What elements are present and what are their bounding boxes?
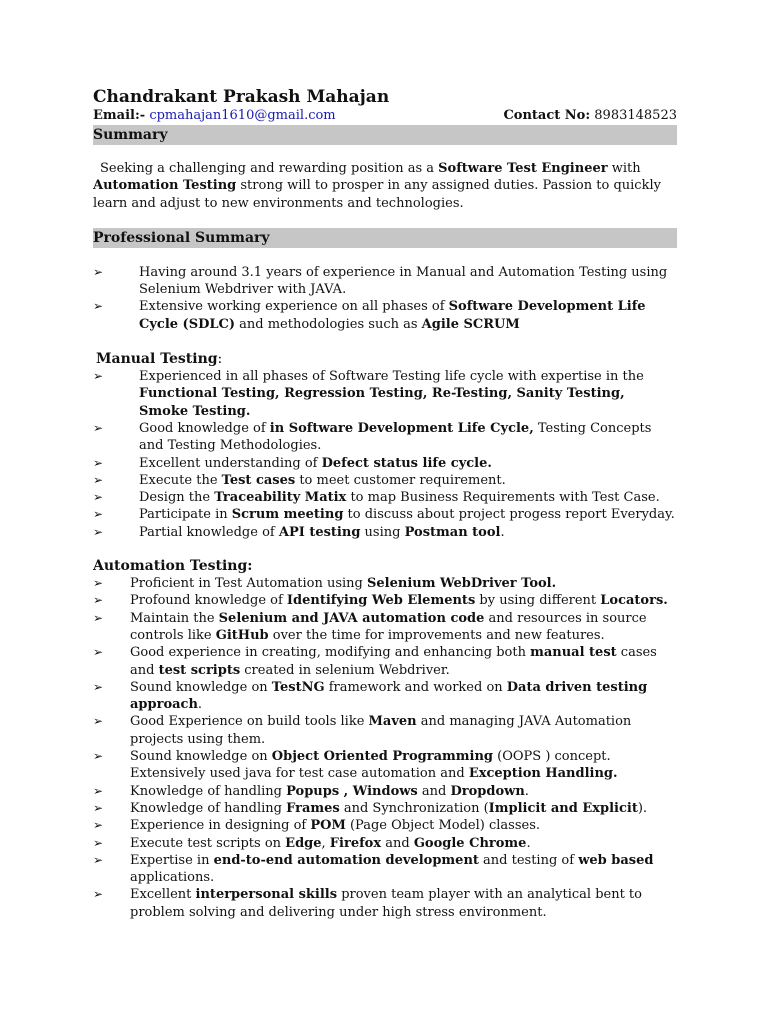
- arrow-bullet-icon: ➢: [93, 264, 104, 279]
- summary-heading: Summary: [93, 125, 677, 145]
- item-text: to discuss about project progess report Everyday.: [343, 507, 675, 523]
- list-item: [93, 264, 677, 299]
- item-bold: Defect status life cycle.: [321, 455, 492, 471]
- list-item: [93, 592, 677, 609]
- item-text: Testing Concepts and Testing Methodologies.: [139, 420, 652, 454]
- item-bold: Firefox: [329, 835, 382, 851]
- item-bold: Selenium and JAVA automation code: [218, 610, 485, 626]
- item-bold: Scrum meeting: [231, 507, 344, 523]
- summary-role: Software Test Engineer: [438, 161, 608, 176]
- item-text: .: [524, 783, 529, 799]
- item-text: using: [360, 524, 405, 540]
- candidate-name: Chandrakant Prakash Mahajan: [93, 87, 390, 107]
- list-item: [93, 679, 677, 714]
- arrow-bullet-icon: ➢: [93, 369, 104, 384]
- list-item: [93, 489, 677, 506]
- item-bold: Maven: [368, 714, 417, 730]
- item-text: Profound knowledge of: [130, 593, 287, 609]
- item-bold: Functional Testing, Regression Testing, Re-Testing, Sanity Testing, Smoke Testing.: [139, 386, 625, 419]
- item-text: proven team player with an analytical bent to problem solving and delivering under high stress environment.: [130, 887, 642, 920]
- item-text: Sound knowledge on: [130, 679, 272, 695]
- email-label: Email:-: [93, 108, 146, 123]
- item-text: Design the: [139, 490, 215, 506]
- contact-number: 8983148523: [594, 108, 677, 123]
- email-link[interactable]: cpmahajan1610@gmail.com: [149, 108, 336, 123]
- item-bold: Popups , Windows: [286, 783, 418, 799]
- list-item: [93, 368, 677, 420]
- manual-testing-colon: :: [217, 351, 223, 368]
- item-text: Proficient in Test Automation using: [130, 576, 367, 592]
- item-text: Good experience in creating, modifying and enhancing both: [130, 645, 531, 661]
- item-bold: Implicit and Explicit: [488, 800, 638, 816]
- arrow-bullet-icon: ➢: [93, 490, 104, 505]
- item-text: Knowledge of handling: [130, 800, 287, 816]
- item-bold: Data driven testing approach: [130, 679, 648, 713]
- item-text: Good knowledge of: [139, 420, 270, 436]
- list-item: [93, 886, 677, 921]
- item-bold: Agile SCRUM: [421, 316, 520, 332]
- item-bold: Selenium WebDriver Tool.: [367, 576, 557, 592]
- item-text: Participate in: [139, 507, 232, 523]
- item-text: ).: [637, 800, 648, 816]
- item-text: Expertise in: [130, 852, 214, 868]
- arrow-bullet-icon: ➢: [93, 507, 104, 522]
- resume-page: [93, 86, 677, 921]
- arrow-bullet-icon: ➢: [93, 818, 104, 833]
- list-item: [93, 835, 677, 852]
- arrow-bullet-icon: ➢: [93, 887, 104, 902]
- item-text: Execute the: [139, 472, 222, 488]
- item-text: .: [197, 697, 203, 713]
- item-text: .: [526, 835, 531, 851]
- item-text: to map Business Requirements with Test Case.: [346, 490, 660, 506]
- summary-text-part: with: [607, 161, 641, 176]
- item-bold: GitHub: [215, 627, 269, 643]
- automation-testing-list: [93, 575, 677, 921]
- item-text: and Synchronization (: [339, 800, 489, 816]
- item-bold: API testing: [278, 524, 361, 540]
- contact-line: [503, 108, 677, 124]
- list-item: [93, 575, 677, 592]
- summary-text-part: strong will to prosper in any assigned duties. Passion to quickly learn and adjust to new environments and technologies.: [93, 178, 661, 211]
- arrow-bullet-icon: ➢: [93, 783, 104, 798]
- email-line: [93, 108, 336, 124]
- list-item: [93, 455, 677, 472]
- item-bold: Object Oriented Programming: [271, 749, 494, 765]
- manual-testing-list: [93, 368, 677, 541]
- item-text: Knowledge of handling: [130, 783, 287, 799]
- list-item: [93, 852, 677, 887]
- arrow-bullet-icon: ➢: [93, 610, 104, 625]
- list-item: [93, 817, 677, 834]
- item-text: applications.: [130, 870, 215, 886]
- contact-row: [93, 108, 677, 124]
- item-bold: web based: [578, 852, 654, 868]
- item-text: Extensive working experience on all phases of: [139, 299, 449, 315]
- item-bold: Postman tool: [404, 524, 501, 540]
- arrow-bullet-icon: ➢: [93, 524, 104, 539]
- list-item: [93, 748, 677, 783]
- arrow-bullet-icon: ➢: [93, 835, 104, 850]
- manual-testing-title: Manual Testing: [96, 351, 218, 368]
- item-bold: Traceability Matix: [214, 490, 347, 506]
- item-text: .: [500, 524, 505, 540]
- item-bold: in Software Development Life Cycle,: [269, 420, 534, 436]
- item-text: and resources in source controls like: [130, 610, 647, 643]
- list-item: [93, 472, 677, 489]
- arrow-bullet-icon: ➢: [93, 645, 104, 660]
- item-bold: TestNG: [271, 679, 325, 695]
- item-text: framework and worked on: [324, 679, 507, 695]
- item-bold: Locators.: [600, 593, 668, 609]
- list-item: [93, 298, 677, 333]
- item-bold: end-to-end automation development: [213, 852, 479, 868]
- item-text: (Page Object Model) classes.: [345, 818, 540, 834]
- item-bold: test scripts: [158, 662, 241, 678]
- arrow-bullet-icon: ➢: [93, 576, 104, 591]
- item-text: over the time for improvements and new features.: [268, 627, 605, 643]
- item-bold: Edge: [285, 835, 322, 851]
- item-text: (OOPS ) concept. Extensively used java for test case automation and: [130, 749, 611, 782]
- item-text: to meet customer requirement.: [295, 472, 506, 488]
- list-item: [93, 420, 677, 455]
- item-text: ,: [321, 835, 330, 851]
- list-item: [93, 644, 677, 679]
- item-text: and: [417, 783, 451, 799]
- item-text: Good Experience on build tools like: [130, 714, 369, 730]
- contact-label: Contact No:: [503, 108, 591, 123]
- arrow-bullet-icon: ➢: [93, 299, 104, 314]
- item-bold: Frames: [286, 800, 340, 816]
- arrow-bullet-icon: ➢: [93, 852, 104, 867]
- item-text: Experience in designing of: [130, 818, 311, 834]
- item-text: by using different: [475, 593, 601, 609]
- item-bold: manual test: [530, 645, 617, 661]
- item-text: and: [381, 835, 414, 851]
- summary-text-part: Seeking a challenging and rewarding position as a: [100, 161, 439, 176]
- arrow-bullet-icon: ➢: [93, 749, 104, 764]
- item-text: Excellent understanding of: [139, 455, 322, 471]
- item-bold: Google Chrome: [413, 835, 527, 851]
- item-text: cases and: [130, 645, 657, 678]
- arrow-bullet-icon: ➢: [93, 472, 104, 487]
- arrow-bullet-icon: ➢: [93, 420, 104, 435]
- item-text: created in selenium Webdriver.: [240, 662, 450, 678]
- automation-testing-heading: Automation Testing:: [93, 558, 253, 575]
- item-bold: Software Development Life Cycle (SDLC): [139, 299, 646, 332]
- professional-summary-heading: Professional Summary: [93, 228, 677, 248]
- item-text: Excellent: [130, 887, 196, 903]
- item-text: and managing JAVA Automation projects using them.: [130, 714, 632, 747]
- manual-testing-heading: [93, 350, 677, 368]
- item-bold: interpersonal skills: [195, 887, 338, 903]
- summary-text: [93, 160, 677, 212]
- item-bold: Exception Handling.: [468, 766, 618, 782]
- list-item: [93, 800, 677, 817]
- item-text: Partial knowledge of: [139, 524, 279, 540]
- item-text: and methodologies such as: [235, 316, 422, 332]
- item-bold: POM: [310, 818, 346, 834]
- item-bold: Dropdown: [450, 783, 525, 799]
- arrow-bullet-icon: ➢: [93, 800, 104, 815]
- professional-summary-list: [93, 264, 677, 333]
- list-item: [93, 713, 677, 748]
- list-item: [93, 506, 677, 523]
- item-text: Execute test scripts on: [130, 835, 286, 851]
- list-item: [93, 610, 677, 645]
- item-text: Experienced in all phases of Software Testing life cycle with expertise in the: [139, 369, 644, 385]
- item-text: Sound knowledge on: [130, 749, 272, 765]
- item-bold: Test cases: [221, 472, 296, 488]
- arrow-bullet-icon: ➢: [93, 455, 104, 470]
- item-bold: Identifying Web Elements: [286, 593, 476, 609]
- arrow-bullet-icon: ➢: [93, 714, 104, 729]
- list-item: [93, 783, 677, 800]
- item-text: and testing of: [478, 852, 579, 868]
- item-text: Maintain the: [130, 610, 219, 626]
- arrow-bullet-icon: ➢: [93, 679, 104, 694]
- summary-skill: Automation Testing: [93, 178, 237, 194]
- arrow-bullet-icon: ➢: [93, 593, 104, 608]
- item-text: Having around 3.1 years of experience in Manual and Automation Testing using Selenium Webdriver with JAVA.: [139, 264, 668, 298]
- list-item: [93, 524, 677, 541]
